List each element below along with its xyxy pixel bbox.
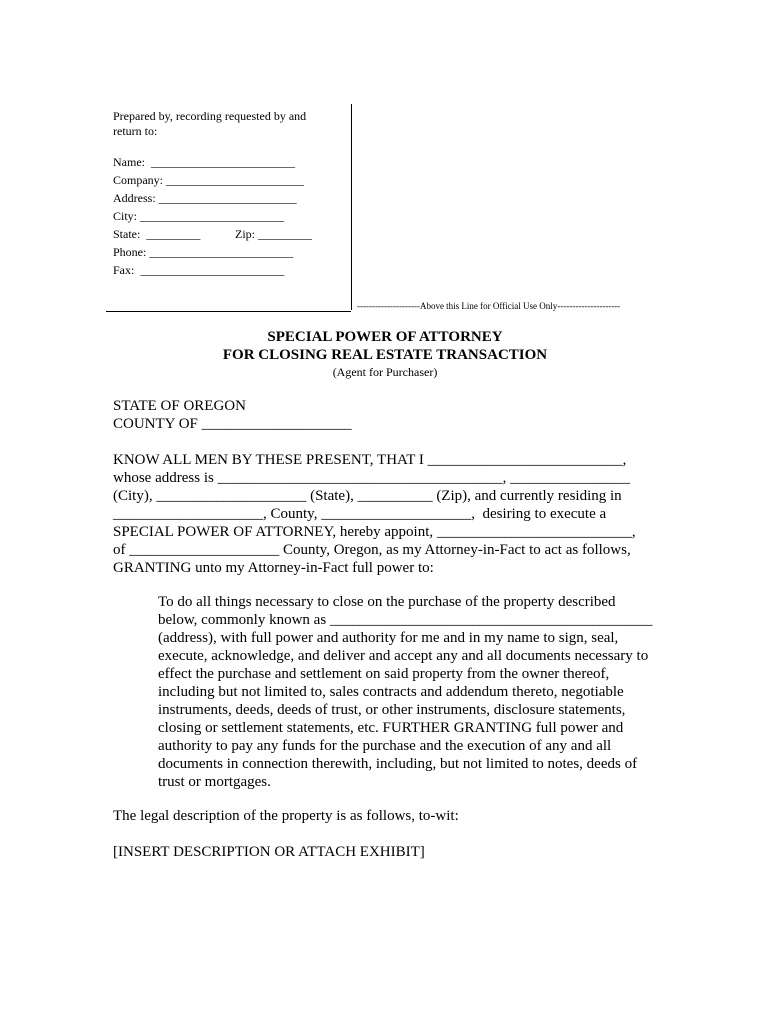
body-line: SPECIAL POWER OF ATTORNEY, hereby appoint, __________________________, (113, 524, 636, 540)
grant-line: execute, acknowledge, and deliver and accept any and all documents necessary to (158, 648, 649, 664)
body-line: (City), ____________________ (State), __________ (Zip), and currently residing in (113, 488, 622, 504)
name-field: Name: ________________________ (113, 155, 295, 169)
body-line: KNOW ALL MEN BY THESE PRESENT, THAT I __________________________, (113, 452, 627, 468)
zip-field: Zip: _________ (235, 227, 312, 241)
venue-state: STATE OF OREGON (113, 398, 246, 414)
grant-line: documents in connection therewith, including, but not limited to notes, deeds of (158, 756, 638, 772)
grant-paragraph (158, 593, 652, 791)
phone-field: Phone: ________________________ (113, 245, 294, 259)
body-line: GRANTING unto my Attorney-in-Fact full power to: (113, 560, 434, 576)
address-field: Address: _______________________ (113, 191, 297, 205)
venue-county: COUNTY OF ____________________ (113, 416, 352, 432)
official-use-line: ---------------------Above this Line for Official Use Only--------------------- (357, 301, 621, 311)
city-field: City: ________________________ (113, 209, 285, 223)
legal-description-placeholder: [INSERT DESCRIPTION OR ATTACH EXHIBIT] (113, 844, 425, 860)
document-subtitle: (Agent for Purchaser) (332, 365, 438, 379)
company-field: Company: _______________________ (113, 173, 304, 187)
body-line: whose address is ______________________________________, ________________ (113, 470, 631, 486)
legal-description-intro: The legal description of the property is as follows, to-wit: (113, 808, 459, 824)
body-line: ____________________, County, ____________________, desiring to execute a (113, 506, 607, 522)
recording-box-bottom-rule (106, 311, 351, 312)
state-field: State: _________ (113, 227, 201, 241)
document-title-line2: FOR CLOSING REAL ESTATE TRANSACTION (222, 347, 548, 363)
body-line: of ____________________ County, Oregon, as my Attorney-in-Fact to act as follows, (113, 542, 631, 558)
grant-line: To do all things necessary to close on the purchase of the property described (158, 594, 616, 610)
grant-line: effect the purchase and settlement on said property from the owner thereof, (158, 666, 610, 682)
grant-line: below, commonly known as ___________________________________________ (158, 612, 653, 628)
fax-field: Fax: ________________________ (113, 263, 285, 277)
grant-line: (address), with full power and authority for me and in my name to sign, seal, (158, 630, 619, 646)
grant-line: authority to pay any funds for the purchase and the execution of any and all (158, 738, 612, 754)
grant-line: closing or settlement statements, etc. FURTHER GRANTING full power and (158, 720, 624, 736)
document-title-line1: SPECIAL POWER OF ATTORNEY (267, 329, 503, 345)
grant-line: instruments, deeds, deeds of trust, or other instruments, disclosure statements, (158, 702, 626, 718)
grant-line: trust or mortgages. (158, 774, 271, 790)
grant-line: including but not limited to, sales contracts and addendum thereto, negotiable (158, 684, 624, 700)
prepared-by-line1: Prepared by, recording requested by and (113, 109, 307, 123)
prepared-by-line2: return to: (113, 124, 158, 138)
